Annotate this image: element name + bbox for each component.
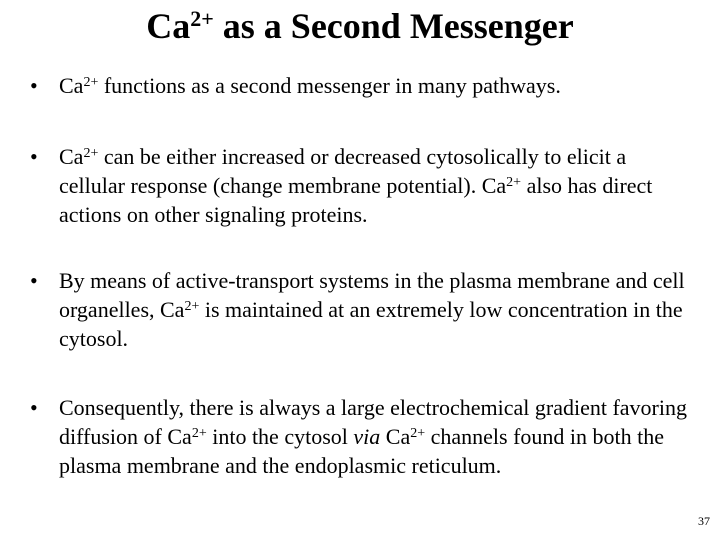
text-run: Ca bbox=[59, 144, 84, 169]
bullet-text bbox=[59, 393, 690, 480]
superscript: 2+ bbox=[83, 75, 99, 90]
slide-title bbox=[0, 4, 720, 48]
bullet-text bbox=[59, 266, 690, 353]
text-run: Consequently, there is always a large electrochemical gradient favoring diffusion of Ca bbox=[59, 395, 687, 449]
superscript: 2+ bbox=[410, 426, 426, 441]
italic-text: via bbox=[353, 424, 381, 449]
title-suffix: as a Second Messenger bbox=[213, 6, 574, 46]
bullet-marker: • bbox=[30, 73, 38, 98]
bullet-item bbox=[30, 142, 690, 229]
superscript: 2+ bbox=[83, 146, 99, 161]
text-run: into the cytosol bbox=[206, 424, 354, 449]
page-number: 37 bbox=[698, 514, 710, 528]
bullet-marker: • bbox=[30, 268, 38, 293]
text-run: is maintained at an extremely low concentration in the cytosol. bbox=[59, 297, 683, 351]
bullet-item bbox=[30, 393, 690, 480]
bullet-item bbox=[30, 71, 690, 100]
text-run: Ca bbox=[380, 424, 411, 449]
title-superscript: 2+ bbox=[190, 6, 214, 31]
bullet-text bbox=[59, 71, 690, 100]
text-run: can be either increased or decreased cytosolically to elicit a cellular response (change membrane potential). Ca bbox=[59, 144, 627, 198]
text-run: also has direct actions on other signaling proteins. bbox=[59, 173, 653, 227]
bullet-text bbox=[59, 142, 690, 229]
text-run: channels found in both the plasma membrane and the endoplasmic reticulum. bbox=[59, 424, 665, 478]
superscript: 2+ bbox=[506, 175, 522, 190]
bullet-marker: • bbox=[30, 395, 38, 420]
title-prefix: Ca bbox=[146, 6, 191, 46]
text-run: Ca bbox=[59, 73, 84, 98]
bullet-item bbox=[30, 266, 690, 353]
text-run: By means of active-transport systems in the plasma membrane and cell organelles, Ca bbox=[59, 268, 685, 322]
superscript: 2+ bbox=[191, 426, 207, 441]
text-run: functions as a second messenger in many pathways. bbox=[98, 73, 561, 98]
superscript: 2+ bbox=[184, 299, 200, 314]
bullet-marker: • bbox=[30, 144, 38, 169]
